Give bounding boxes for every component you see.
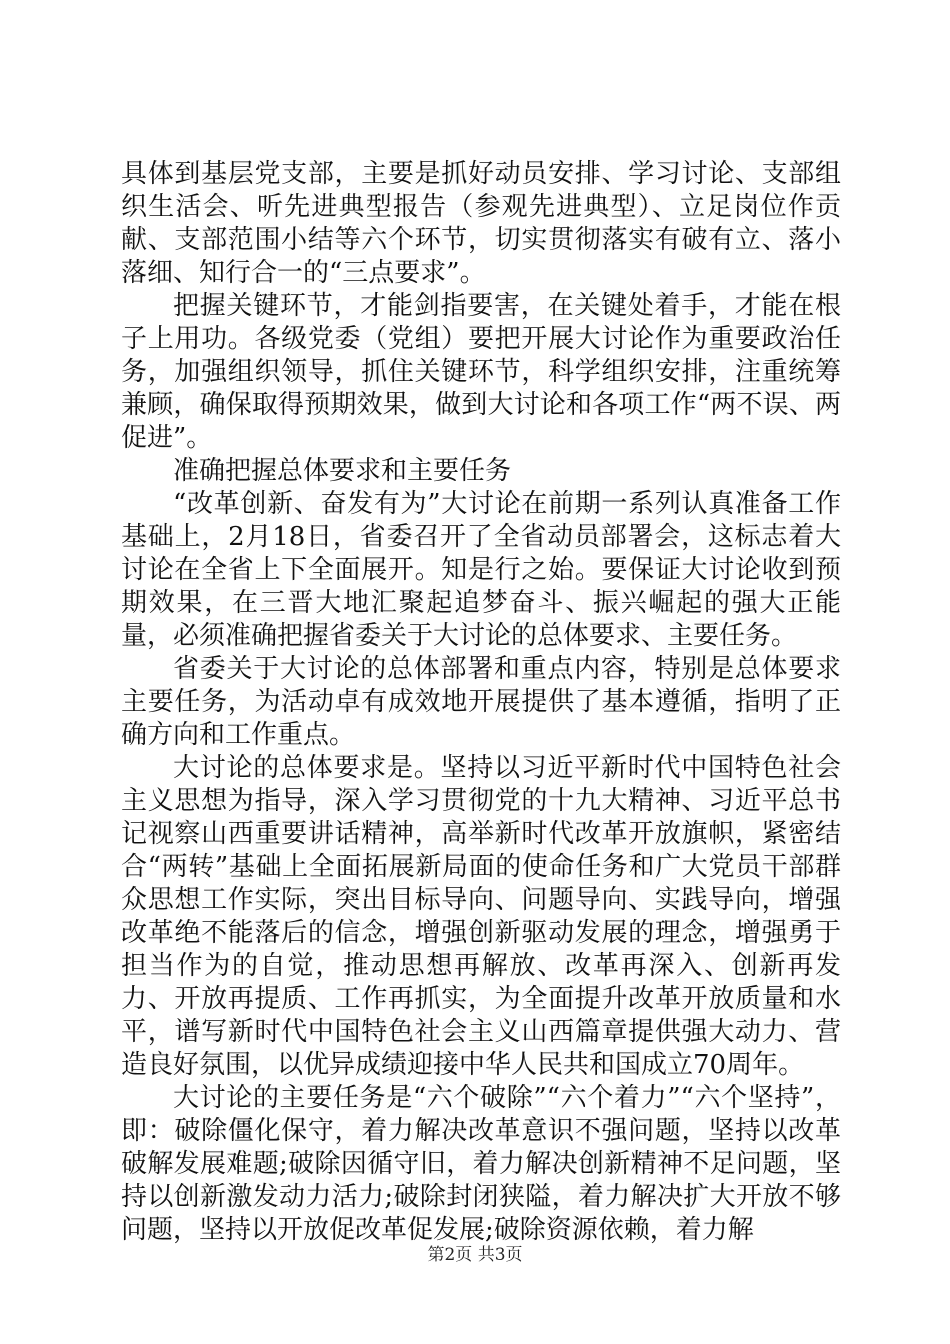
paragraph-3: “改革创新、奋发有为”大讨论在前期一系列认真准备工作基础上，2月18日，省委召开了全省动员部署会，这标志着大讨论在全省上下全面展开。知是行之始。要保证大讨论收到预期效果，在三晋大地汇聚起追梦奋斗、振兴崛起的强大正能量，必须准确把握省委关于大讨论的总体要求、主要任务。 [121,489,841,651]
page-number-footer: 第2页 共3页 [427,1245,523,1265]
paragraph-6: 大讨论的主要任务是“六个破除”“六个着力”“六个坚持”，即：破除僵化保守，着力解决改革意识不强问题，坚持以改革破解发展难题;破除因循守旧，着力解决创新精神不足问题，坚持以创新激发动力活力;破除封闭狭隘，着力解决扩大开放不够问题，坚持以开放促改革促发展;破除资源依赖，着力解 [121,1083,841,1245]
section-heading: 准确把握总体要求和主要任务 [173,456,512,486]
paragraph-5: 大讨论的总体要求是。坚持以习近平新时代中国特色社会主义思想为指导，深入学习贯彻党的十九大精神、习近平总书记视察山西重要讲话精神，高举新时代改革开放旗帜，紧密结合“两转”基础上全面拓展新局面的使命任务和广大党员干部群众思想工作实际，突出目标导向、问题导向、实践导向，增强改革绝不能落后的信念，增强创新驱动发展的理念，增强勇于担当作为的自觉，推动思想再解放、改革再深入、创新再发力、开放再提质、工作再抓实，为全面提升改革开放质量和水平，谱写新时代中国特色社会主义山西篇章提供强大动力、营造良好氛围，以优异成绩迎接中华人民共和国成立70周年。 [121,753,841,1080]
document-body [121,158,841,1247]
paragraph-1: 具体到基层党支部，主要是抓好动员安排、学习讨论、支部组织生活会、听先进典型报告（参观先进典型）、立足岗位作贡献、支部范围小结等六个环节，切实贯彻落实有破有立、落小落细、知行合一的“三点要求”。 [121,159,841,288]
paragraph-2: 把握关键环节，才能剑指要害，在关键处着手，才能在根子上用功。各级党委（党组）要把开展大讨论作为重要政治任务，加强组织领导，抓住关键环节，科学组织安排，注重统筹兼顾，确保取得预期效果，做到大讨论和各项工作“两不误、两促进”。 [121,291,841,453]
paragraph-4: 省委关于大讨论的总体部署和重点内容，特别是总体要求主要任务，为活动卓有成效地开展提供了基本遵循，指明了正确方向和工作重点。 [121,654,841,750]
